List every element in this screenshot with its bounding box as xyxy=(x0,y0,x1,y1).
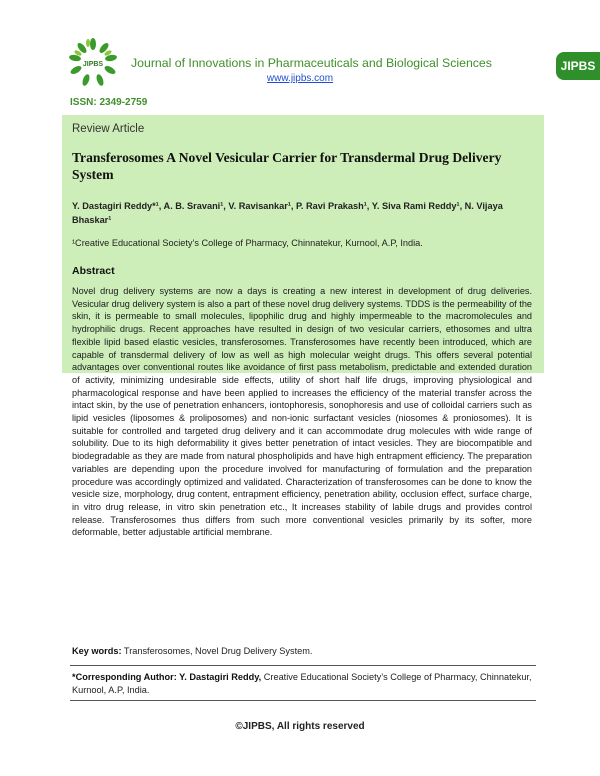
journal-title: Journal of Innovations in Pharmaceuticals and Biological Sciences xyxy=(131,56,492,70)
journal-url-link[interactable]: www.jipbs.com xyxy=(266,73,334,84)
keywords xyxy=(72,646,534,656)
corresponding-text: Creative Educational Society’s College of Pharmacy, Chinnatekur, Kurnool, A.P, India. xyxy=(72,672,532,695)
journal-badge: JIPBS xyxy=(556,52,600,80)
divider-top xyxy=(70,665,536,666)
issn: ISSN: 2349-2759 xyxy=(70,97,148,108)
copyright: ©JIPBS, All rights reserved xyxy=(235,721,365,732)
author-list: Y. Dastagiri Reddy*¹, A. B. Sravani¹, V. Ravisankar¹, P. Ravi Prakash¹, Y. Siva Rami Reddy¹, N. Vijaya Bhaskar¹ xyxy=(72,201,503,225)
keywords-label: Key words: xyxy=(72,646,122,656)
logo-text: JIPBS xyxy=(82,61,104,68)
divider-bottom xyxy=(70,700,536,701)
keywords-text: Transferosomes, Novel Drug Delivery System. xyxy=(121,646,313,656)
article-type: Review Article xyxy=(72,123,145,135)
article-title: Transferosomes A Novel Vesicular Carrier for Transdermal Drug Delivery System xyxy=(72,150,502,182)
corresponding-author xyxy=(72,671,534,697)
corresponding-label: *Corresponding Author: xyxy=(72,672,177,682)
corresponding-name: Y. Dastagiri Reddy, xyxy=(176,672,262,682)
abstract-body: Novel drug delivery systems are now a days is creating a new interest in development of drug deliveries. Vesicular drug delivery system is also a part of these novel drug delivery systems. TDDS is the permeability of the skin, it is permeable to small molecules, lipophilic drug and highly impermeable to the macromolecules and hydrophilic drugs. Recent approaches have resulted in design of two vesicular carriers, ethosomes and ultra flexible lipid based elastic vesicles, transferosomes. Transferosomes have recently been introduced, which are capable of transdermal delivery of low as well as high molecular weight drugs. This offers several potential advantages over conventional routes like avoidance of first pass metabolism, predictable and extended duration of activity, minimizing undesirable side effects, utility of short half life drugs, improving physiological and pharmacological response and have been applied to increases the efficiency of the material transfer across the intact skin, by the use of penetration enhancers, iontophoresis, sonophoresis and use of colloidal carriers such as lipid vesicles (liposomes & proliposomes) and non-ionic surfactant vesicles (niosomes & proniosomes). It is suitable for controlled and targeted drug delivery and it can accommodate drug molecules with wide range of solubility. Due to its high deformability it gives better penetration of intact vesicles. They are biocompatible and biodegradable as they are made from natural phospholipids and have high entrapment efficiency. The preparation variables are depending upon the procedure involved for manufacturing of formulation and the preparation procedure was accordingly optimized and validated. Characterization of transferosomes can be done to know the vesicle size, morphology, drug content, entrapment efficiency, penetration ability, occlusion effect, surface charge, in vitro drug release, in vitro skin penetration etc., It increases stability of labile drugs and provides control release. Transferosomes thus differs from such more conventional vesicles primarily by its softer, more deformable, better adjustable artificial membrane. xyxy=(72,286,532,538)
affiliation: ¹Creative Educational Society’s College of Pharmacy, Chinnatekur, Kurnool, A.P, India. xyxy=(72,238,423,248)
abstract-heading: Abstract xyxy=(72,265,115,277)
